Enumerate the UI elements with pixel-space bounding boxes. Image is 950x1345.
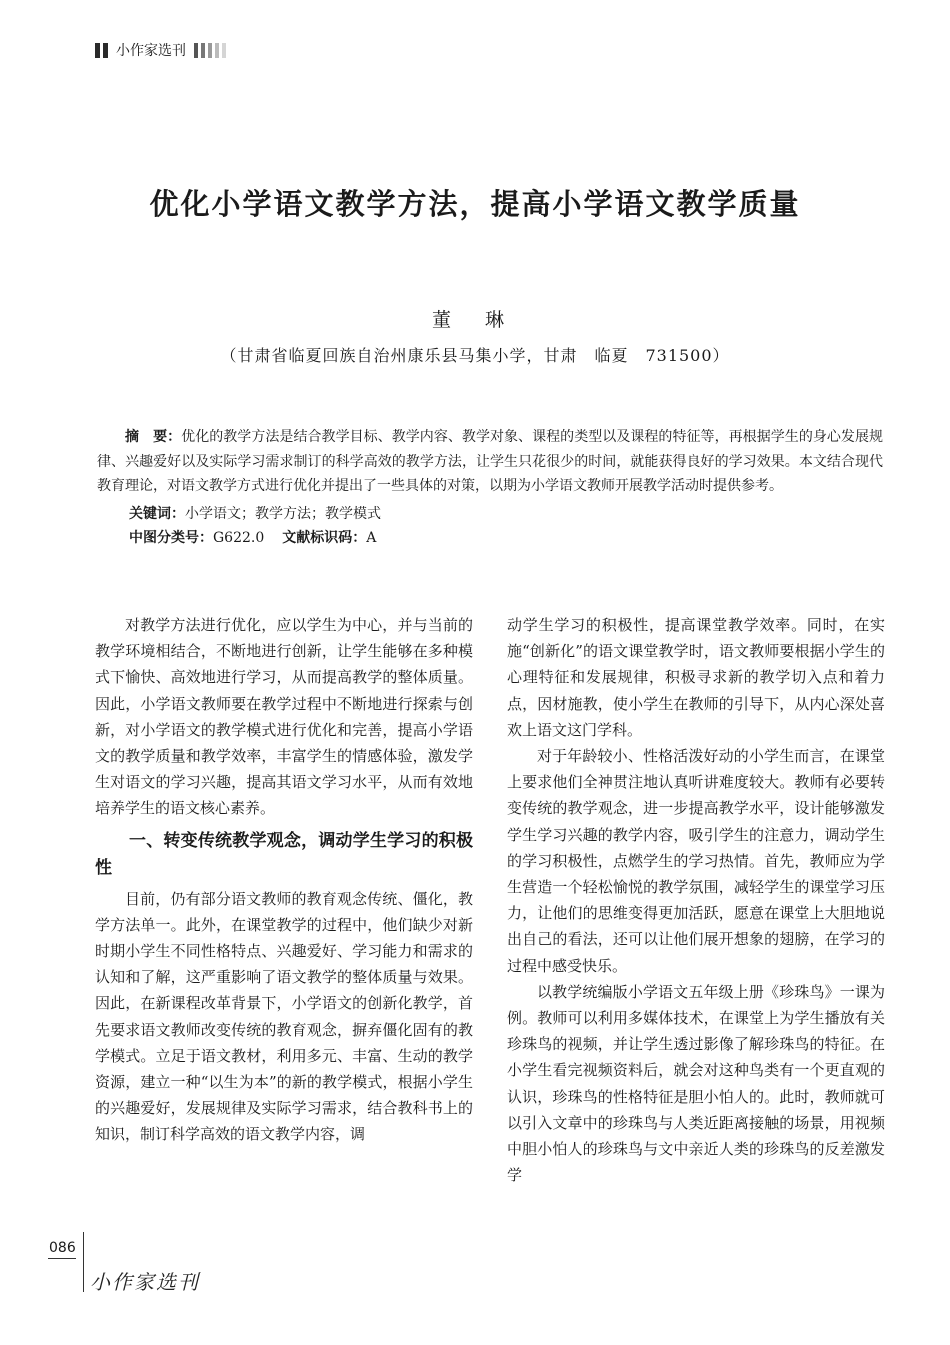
body-paragraph: 对教学方法进行优化，应以学生为中心，并与当前的教学环境相结合，不断地进行创新，让学生能够在多种模式下愉快、高效地进行学习，从而提高教学的整体质量。因此，小学语文教师要在教学过程中不断地进行探索与创新，对小学语文的教学模式进行优化和完善，提高小学语文的教学质量和教学效率，丰富学生的情感体验，激发学生对语文的学习兴趣，提高其语文学习水平，从而有效地培养学生的语文核心素养。	[95, 616, 473, 818]
header-fade-decoration	[194, 43, 226, 58]
header-bars-decoration	[95, 43, 108, 58]
footer-divider	[83, 1232, 84, 1292]
author-name: 董 琳	[431, 309, 519, 331]
body-paragraph: 以教学统编版小学语文五年级上册《珍珠鸟》一课为例。教师可以利用多媒体技术，在课堂上为学生播放有关珍珠鸟的视频，并让学生透过影像了解珍珠鸟的特征。在小学生看完视频资料后，就会对这种鸟类有一个更直观的认识，珍珠鸟的性格特征是胆小怕人的。此时，教师就可以引入文章中的珍珠鸟与人类近距离接触的场景，用视频中胆小怕人的珍珠鸟与文中亲近人类的珍珠鸟的反差激发学	[507, 982, 885, 1185]
keywords-label: 关键词：	[129, 505, 185, 522]
running-header	[95, 40, 226, 60]
classification-line	[129, 526, 883, 550]
clc-label: 中图分类号：	[129, 529, 213, 546]
journal-name: 小作家选刊	[116, 43, 186, 59]
clc-code: G622.0	[213, 529, 265, 546]
keywords-line	[129, 502, 883, 526]
body-paragraph-continued: 动学生学习的积极性，提高课堂教学效率。同时，在实施“创新化”的语文课堂教学时，语文教师要根据小学生的心理特征和发展规律，积极寻求新的教学切入点和着力点，因材施教，使小学生在教师的引导下，从内心深处喜欢上语文这门学科。	[507, 616, 885, 739]
doc-code: A	[366, 529, 377, 546]
journal-logo: 小作家选刊	[90, 1270, 200, 1294]
author-affiliation: （甘肃省临夏回族自治州康乐县马集小学，甘肃 临夏 731500）	[220, 346, 730, 365]
body-left-column	[95, 612, 473, 1148]
footer-rule	[48, 1258, 76, 1259]
abstract-paragraph	[97, 425, 883, 499]
abstract-block	[97, 425, 883, 550]
page-number: 086	[49, 1240, 76, 1256]
keywords-text: 小学语文；教学方法；教学模式	[185, 505, 381, 522]
body-paragraph: 目前，仍有部分语文教师的教育观念传统、僵化，教学方法单一。此外，在课堂教学的过程中，他们缺少对新时期小学生不同性格特点、兴趣爱好、学习能力和需求的认知和了解，这严重影响了语文教学的整体质量与效果。因此，在新课程改革背景下，小学语文的创新化教学，首先要求语文教师改变传统的教育观念，摒弃僵化固有的教学模式。立足于语文教材，利用多元、丰富、生动的教学资源，建立一种“以生为本”的新的教学模式，根据小学生的兴趣爱好，发展规律及实际学习需求，结合教科书上的知识，制订科学高效的语文教学内容，调	[95, 889, 473, 1144]
body-paragraph: 对于年龄较小、性格活泼好动的小学生而言，在课堂上要求他们全神贯注地认真听讲难度较大。教师有必要转变传统的教学观念，进一步提高教学水平，设计能够激发学生学习兴趣的教学内容，吸引学生的注意力，调动学生的学习积极性，点燃学生的学习热情。首先，教师应为学生营造一个轻松愉悦的教学氛围，减轻学生的课堂学习压力，让他们的思维变得更加活跃，愿意在课堂上大胆地说出自己的看法，还可以让他们展开想象的翅膀，在学习的过程中感受快乐。	[507, 747, 885, 975]
abstract-label: 摘 要：	[125, 429, 182, 445]
doc-code-label: 文献标识码：	[282, 529, 367, 546]
body-right-column	[507, 612, 885, 1188]
abstract-text: 优化的教学方法是结合教学目标、教学内容、教学对象、课程的类型以及课程的特征等，再根据学生的身心发展规律、兴趣爱好以及实际学习需求制订的科学高效的教学方法，让学生只花很少的时间，就能获得良好的学习效果。本文结合现代教育理论，对语文教学方式进行优化并提出了一些具体的对策，以期为小学语文教师开展教学活动时提供参考。	[97, 429, 884, 494]
section-heading: 一、转变传统教学观念，调动学生学习的积极性	[95, 830, 473, 878]
article-title: 优化小学语文教学方法，提高小学语文教学质量	[149, 187, 801, 221]
